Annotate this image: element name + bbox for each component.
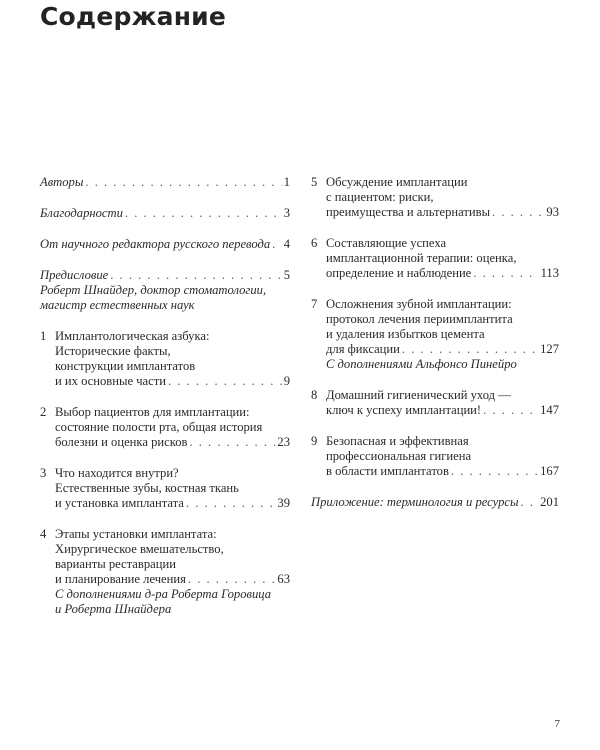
entry-title-line: Что находится внутри? (55, 466, 179, 480)
dot-leader (473, 266, 538, 281)
entry-title-line: и планирование лечения (55, 572, 186, 586)
dot-leader (451, 464, 538, 479)
page-ref: 9 (283, 374, 290, 388)
entry-title-line: имплантационной терапии: оценка, (326, 251, 517, 265)
dot-leader (125, 206, 282, 221)
entry-title-line: конструкции имплантатов (55, 359, 196, 373)
entry-title-line: преимущества и альтернативы (326, 205, 491, 219)
entry-title: Приложение: терминология и ресурсы (311, 495, 519, 509)
entry-title-line: варианты реставрации (55, 557, 176, 571)
toc-entry-editor-note[interactable] (40, 237, 290, 252)
dot-leader (110, 268, 281, 283)
entry-title-line: Домашний гигиенический уход — (326, 388, 511, 402)
toc-entry-acknowledgements[interactable] (40, 206, 290, 221)
page-ref: 23 (277, 435, 290, 449)
entry-title: Благодарности (40, 206, 123, 220)
entry-title-line: и удаления избытков цемента (326, 327, 485, 341)
entry-title-line: болезни и оценка рисков (55, 435, 188, 449)
chapter-number: 2 (40, 405, 47, 419)
toc-entry-chapter-8[interactable] (311, 388, 559, 418)
dot-leader (189, 435, 275, 450)
dot-leader (402, 342, 538, 357)
page-ref: 167 (540, 464, 559, 478)
toc-entry-chapter-7[interactable] (311, 297, 559, 372)
entry-title-line: определение и наблюдение (326, 266, 472, 280)
toc-entry-chapter-3[interactable] (40, 466, 290, 511)
page-ref: 113 (540, 266, 559, 280)
chapter-number: 4 (40, 527, 47, 541)
page-ref: 201 (540, 495, 559, 509)
dot-leader (168, 374, 282, 389)
entry-title-line: Имплантологическая азбука: (55, 329, 210, 343)
entry-note: и Роберта Шнайдера (55, 602, 172, 616)
page-ref: 3 (283, 206, 290, 220)
toc-entry-chapter-2[interactable] (40, 405, 290, 450)
chapter-number: 3 (40, 466, 47, 480)
dot-leader (483, 403, 538, 418)
toc-left-column (40, 175, 290, 617)
entry-title: Авторы (40, 175, 84, 189)
toc-entry-chapter-4[interactable] (40, 527, 290, 617)
toc-entry-preface[interactable] (40, 268, 290, 313)
entry-title-line: Выбор пациентов для имплантации: (55, 405, 250, 419)
chapter-number: 7 (311, 297, 318, 311)
dot-leader (188, 572, 275, 587)
chapter-number: 8 (311, 388, 318, 402)
entry-note: магистр естественных наук (40, 298, 195, 312)
entry-title-line: Естественные зубы, костная ткань (55, 481, 239, 495)
dot-leader (85, 175, 281, 190)
toc-entry-chapter-6[interactable] (311, 236, 559, 281)
entry-note: Роберт Шнайдер, доктор стоматологии, (40, 283, 267, 297)
page-ref: 63 (277, 572, 290, 586)
page-ref: 93 (546, 205, 559, 219)
entry-title-line: Хирургическое вмешательство, (55, 542, 224, 556)
chapter-number: 6 (311, 236, 318, 250)
dot-leader (492, 205, 544, 220)
dot-leader (186, 496, 276, 511)
entry-title-line: для фиксации (326, 342, 400, 356)
entry-title-line: профессиональная гигиена (326, 449, 472, 463)
entry-title-line: Исторические факты, (55, 344, 171, 358)
chapter-number: 9 (311, 434, 318, 448)
page-ref: 39 (277, 496, 290, 510)
page-number: 7 (554, 718, 560, 730)
entry-title-line: Безопасная и эффективная (326, 434, 469, 448)
entry-title-line: Обсуждение имплантации (326, 175, 468, 189)
toc-entry-appendix[interactable] (311, 495, 559, 510)
toc-entry-chapter-9[interactable] (311, 434, 559, 479)
page-ref: 4 (283, 237, 290, 251)
entry-title: От научного редактора русского перевода (40, 237, 271, 251)
entry-title-line: Этапы установки имплантата: (55, 527, 217, 541)
entry-title-line: в области имплантатов (326, 464, 449, 478)
toc-right-column (311, 175, 559, 510)
entry-title-line: с пациентом: риски, (326, 190, 434, 204)
page-ref: 127 (540, 342, 559, 356)
entry-title-line: и их основные части (55, 374, 166, 388)
entry-title-line: протокол лечения периимплантита (326, 312, 513, 326)
chapter-number: 5 (311, 175, 318, 189)
entry-note: С дополнениями Альфонсо Пинейро (326, 357, 517, 371)
toc-entry-authors[interactable] (40, 175, 290, 190)
entry-title-line: состояние полости рта, общая история (55, 420, 263, 434)
toc-entry-chapter-1[interactable] (40, 329, 290, 389)
page-ref: 1 (283, 175, 290, 189)
chapter-number: 1 (40, 329, 47, 343)
entry-note: С дополнениями д-ра Роберта Горовица (55, 587, 272, 601)
toc-entry-chapter-5[interactable] (311, 175, 559, 220)
entry-title-line: Составляющие успеха (326, 236, 447, 250)
dot-leader (272, 237, 282, 252)
dot-leader (521, 495, 539, 510)
page-ref: 5 (283, 268, 290, 282)
page-ref: 147 (540, 403, 559, 417)
entry-title: Предисловие (40, 268, 109, 282)
entry-title-line: ключ к успеху имплантации! (326, 403, 482, 417)
page-title: Содержание (40, 2, 227, 31)
entry-title-line: Осложнения зубной имплантации: (326, 297, 512, 311)
entry-title-line: и установка имплантата (55, 496, 184, 510)
